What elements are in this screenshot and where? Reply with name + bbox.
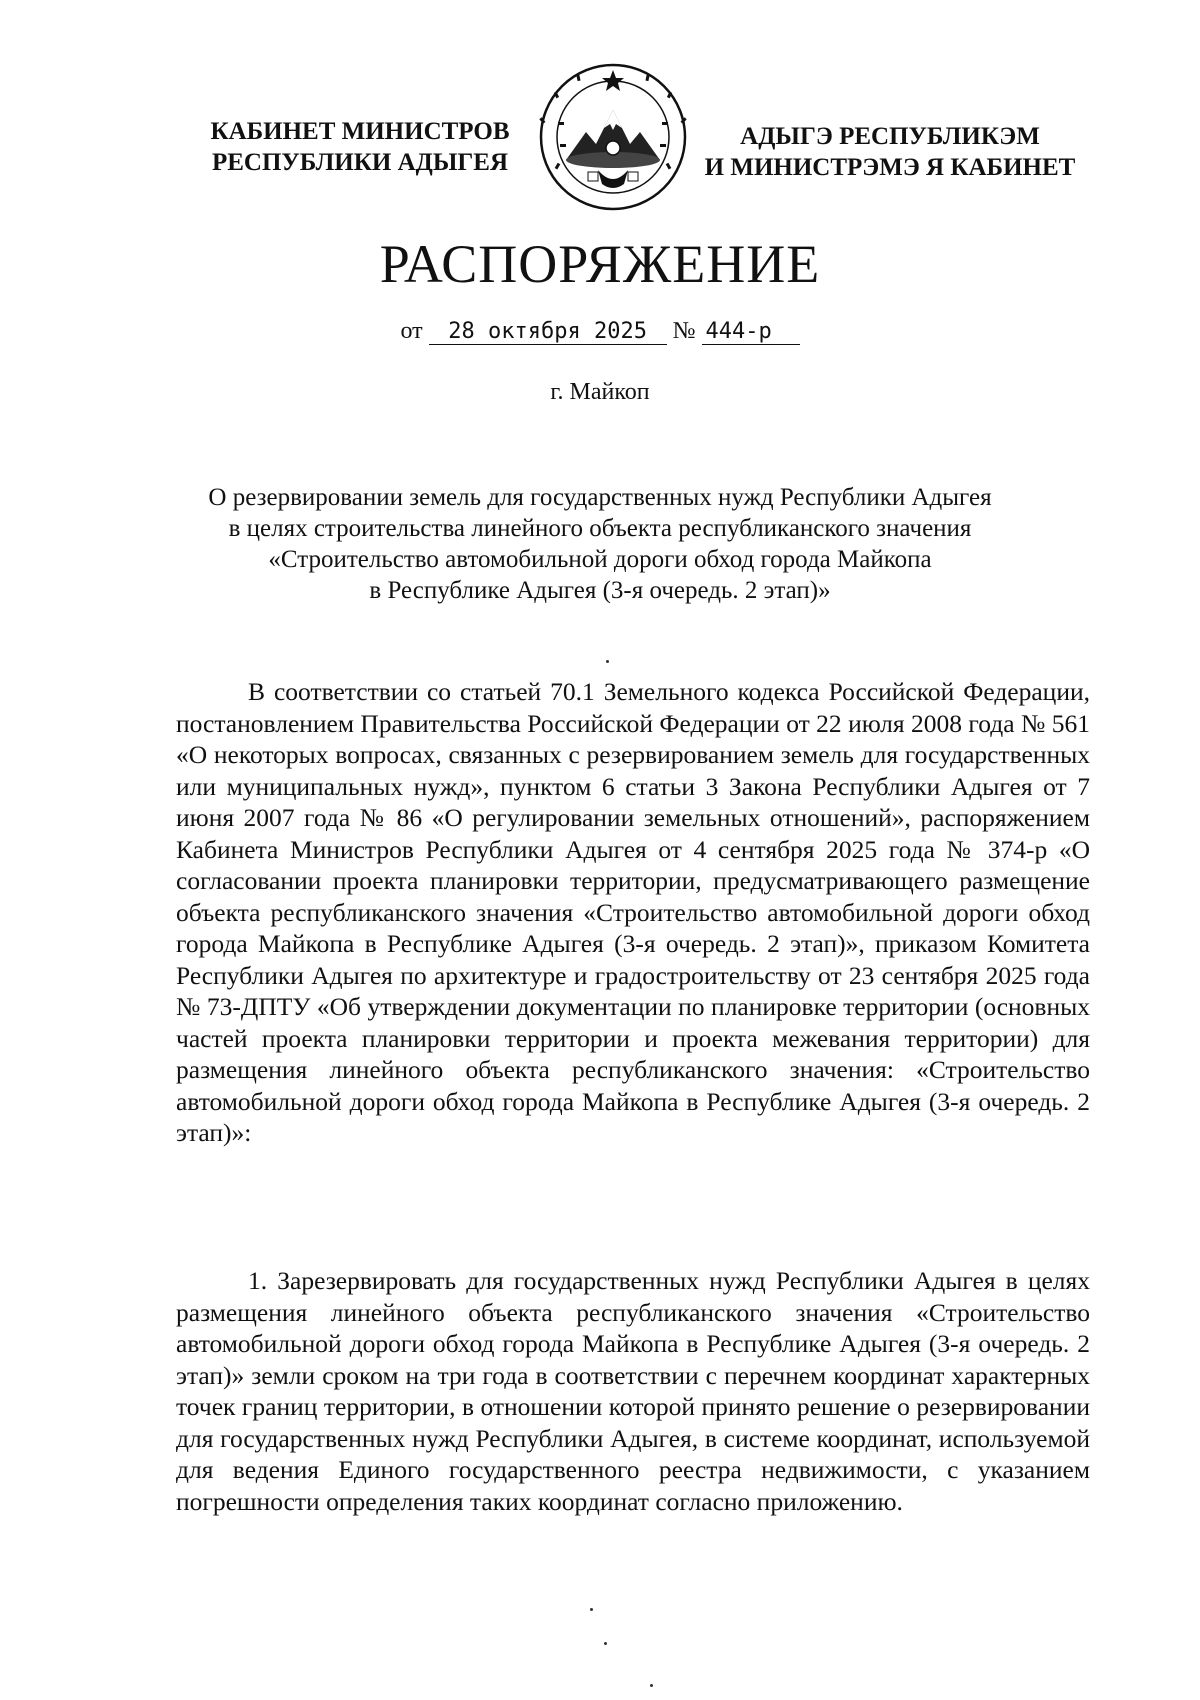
header-left-line2: РЕСПУБЛИКИ АДЫГЕЯ	[211, 149, 509, 176]
clause-1-paragraph: 1. Зарезервировать для государственных нужд Республики Адыгея в целях размещения линейного объекта республиканского значения «Строительство автомобильной дороги обход города Майкопа в Республике Адыгея (3-я очередь. 2 этап)» земли сроком на три года в соответствии с перечнем координат характерных точек границ территории, в отношении которой принято решение о резервировании для государственных нужд Республики Адыгея, в системе координат, используемой для ведения Единого государственного реестра недвижимости, с указанием погрешности определения таких координат согласно приложению.	[176, 1266, 1090, 1516]
subject-line: в целях строительства линейного объекта республиканского значения	[228, 515, 972, 542]
document-title: РАСПОРЯЖЕНИЕ	[379, 234, 821, 294]
header-right-line1: АДЫГЭ РЕСПУБЛИКЭМ	[740, 123, 1040, 150]
document-date: 28 октября 2025	[429, 319, 667, 345]
header-left-authority	[190, 116, 530, 178]
subject-line: в Республике Адыгея (3-я очередь. 2 этап)»	[369, 577, 831, 604]
scan-speck	[606, 660, 609, 663]
document-number: 444-р	[702, 319, 800, 345]
number-sign: №	[672, 318, 696, 344]
preamble-paragraph: В соответствии со статьей 70.1 Земельного кодекса Российской Федерации, постановлением Правительства Российской Федерации от 22 июля 2008 года № 561 «О некоторых вопросах, связанных с резервированием земель для государственных или муниципальных нужд», пунктом 6 статьи 3 Закона Республики Адыгея от 7 июня 2007 года № 86 «О регулировании земельных отношений», распоряжением Кабинета Министров Республики Адыгея от 4 сентября 2025 года № 374-р «О согласовании проекта планировки территории, предусматривающего размещение объекта республиканского значения «Строительство автомобильной дороги обход города Майкопа в Республике Адыгея (3-я очередь. 2 этап)», приказом Комитета Республики Адыгея по архитектуре и градостроительству от 23 сентября 2025 года № 73-ДПТУ «Об утверждении документации по планировке территории (основных частей проекта планировки территории и проекта межевания территории) для размещения линейного объекта республиканского значения: «Строительство автомобильной дороги обход города Майкопа в Республике Адыгея (3-я очередь. 2 этап)»:	[176, 677, 1090, 1147]
subject-line: О резервировании земель для государственных нужд Республики Адыгея	[208, 484, 992, 511]
date-number-line	[0, 318, 1200, 345]
city-line: г. Майкоп	[550, 379, 650, 405]
header-left-line1: КАБИНЕТ МИНИСТРОВ	[210, 118, 510, 145]
subject-heading	[160, 482, 1040, 606]
header-right-authority	[700, 121, 1080, 183]
header-right-line2: И МИНИСТРЭМЭ Я КАБИНЕТ	[704, 154, 1076, 181]
scan-speck	[650, 1684, 653, 1687]
coat-of-arms-icon	[538, 62, 688, 212]
date-prefix: от	[400, 318, 423, 344]
scan-speck	[604, 1642, 607, 1645]
subject-line: «Строительство автомобильной дороги обход города Майкопа	[268, 546, 932, 573]
scan-speck	[590, 1608, 593, 1611]
